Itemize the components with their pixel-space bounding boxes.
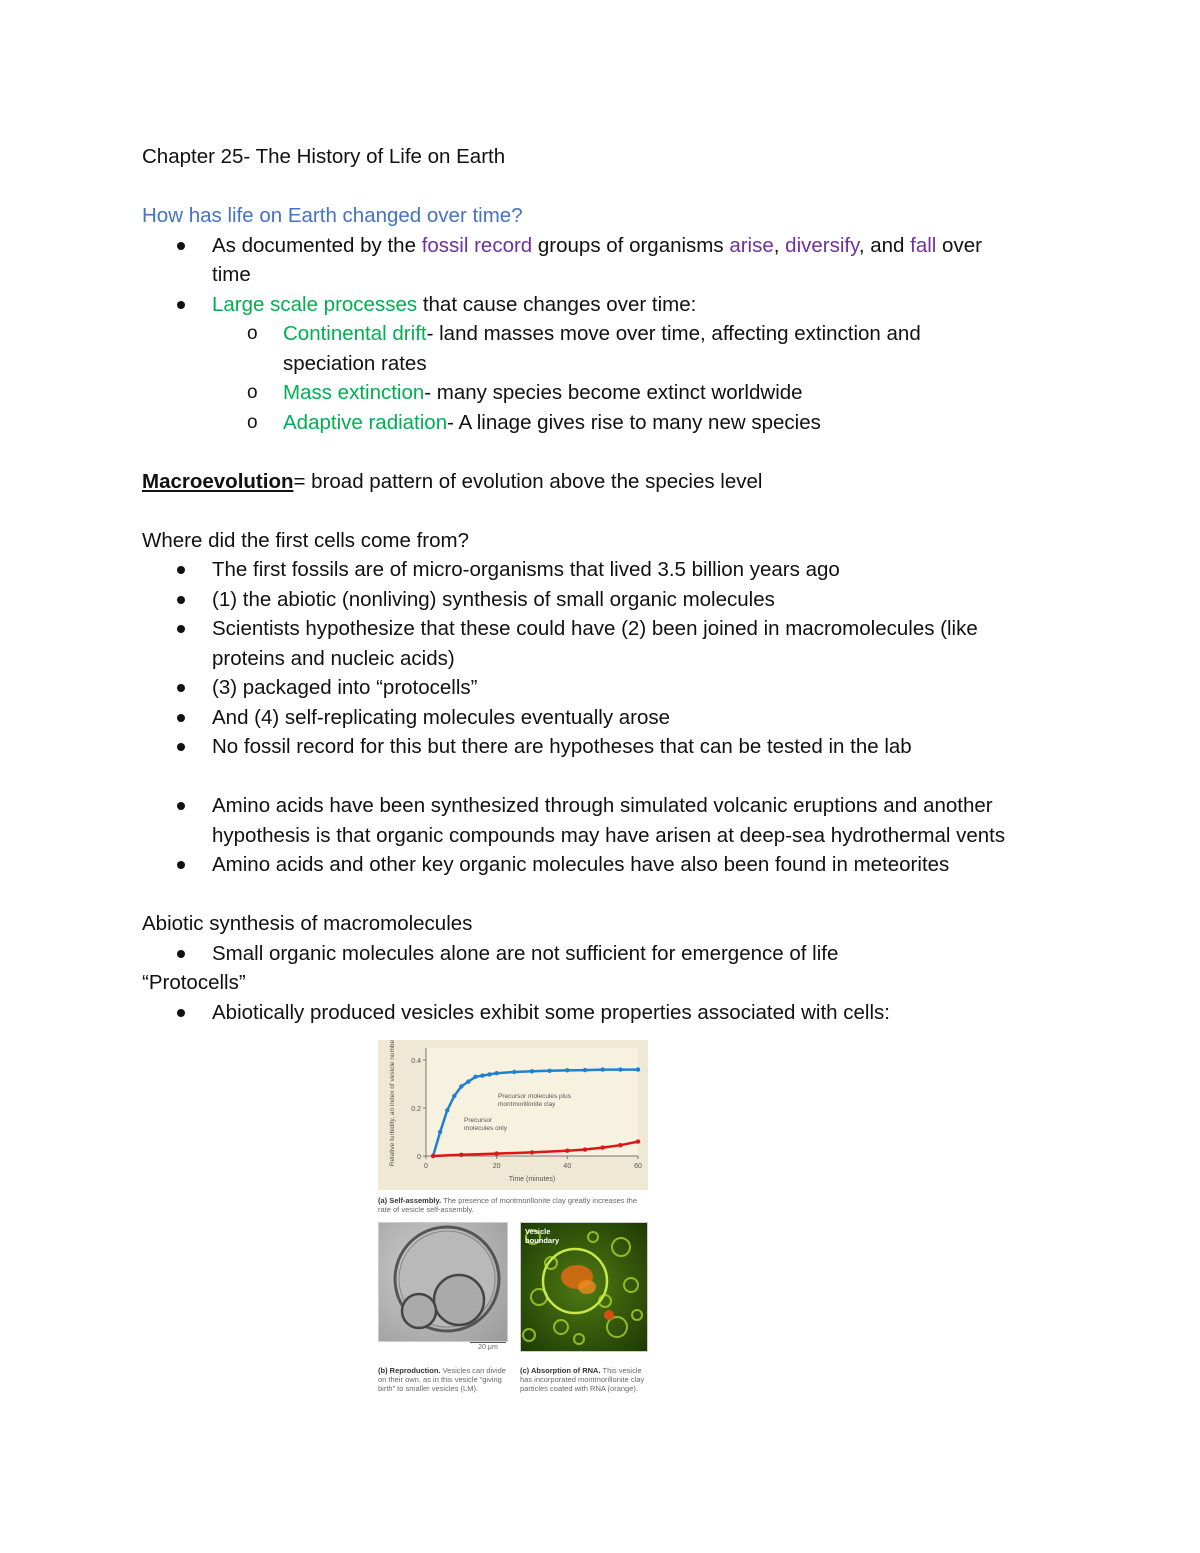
y-tick-label: 0.4 [411,1058,421,1065]
circle-bullet-icon: o [247,411,258,433]
y-axis-label: Relative turbidity, an index of vesicle number [389,1040,396,1167]
list-item: Abiotically produced vesicles exhibit some properties associated with cells: [142,998,1072,1028]
sub-bullet-adaptive-radiation: o Adaptive radiation- A linage gives rise to many new species [142,408,1072,438]
data-point [565,1068,569,1072]
term-fossil-record: fossil record [421,233,533,257]
x-tick-label: 0 [424,1163,428,1170]
bullet-fossil-record: As documented by the fossil record groups of organisms arise, diversify, and fall over [142,231,1072,261]
sub-bullet-mass-extinction: o Mass extinction- many species become extinct worldwide [142,378,1072,408]
term-large-scale: Large scale processes [212,292,418,316]
list-item: Amino acids have been synthesized through simulated volcanic eruptions and another [142,791,1072,821]
list-item: (1) the abiotic (nonliving) synthesis of small organic molecules [142,585,1072,615]
term-macroevolution: Macroevolution [142,469,294,493]
bullet-large-scale: Large scale processes that cause changes over time: [142,290,1072,320]
data-point [494,1071,498,1075]
data-point [636,1067,640,1071]
bullet-icon [177,714,185,722]
y-tick-label: 0 [417,1154,421,1161]
caption-self-assembly: (a) Self-assembly. The presence of montmorillonite clay greatly increases the rate of vesicle self-assembly. [378,1196,638,1214]
list-item: And (4) self-replicating molecules eventually arose [142,703,1072,733]
vesicle-boundary-label: Vesicle boundary [525,1227,560,1245]
list-item: The first fossils are of micro-organisms that lived 3.5 billion years ago [142,555,1072,585]
vesicle-self-assembly-chart [378,1040,648,1190]
data-point [583,1068,587,1072]
vesicle-chart-panel [378,1040,648,1190]
rna-absorption-micrograph [520,1222,648,1352]
macroevolution-definition: Macroevolution= broad pattern of evolution above the species level [142,469,763,493]
sub-bullet-continental-drift: o Continental drift- land masses move over time, affecting extinction and [142,319,1072,349]
list-item: (3) packaged into “protocells” [142,673,1072,703]
circle-bullet-icon: o [247,323,258,344]
data-point [512,1070,516,1074]
list-item: Amino acids and other key organic molecules have also been found in meteorites [142,850,1072,880]
series-label-only: Precursor molecules only [464,1117,507,1132]
reproduction-micrograph [378,1222,508,1342]
data-point [494,1151,498,1155]
bullet-icon [177,566,185,574]
data-point [618,1143,622,1147]
term-diversify: diversify [785,233,859,257]
circle-bullet-icon: o [247,382,258,403]
bullet-icon [177,743,185,751]
data-point [431,1154,435,1158]
x-axis-label: Time (minutes) [508,1176,556,1183]
caption-reproduction: (b) Reproduction. Vesicles can divide on their own, as in this vesicle “giving birth” to smaller vesicles (LM). [378,1366,506,1393]
data-point [600,1145,604,1149]
data-point [445,1108,449,1112]
data-point [487,1072,491,1076]
list-item: Small organic molecules alone are not sufficient for emergence of life [142,939,1072,969]
data-point [583,1147,587,1151]
data-point [530,1150,534,1154]
data-point [466,1079,470,1083]
list-item-continuation: hypothesis is that organic compounds may have arisen at deep-sea hydrothermal vents [212,823,1006,847]
data-point [530,1069,534,1073]
section-heading-first-cells: Where did the first cells come from? [142,528,469,552]
section-heading-life-change: How has life on Earth changed over time? [142,204,523,227]
bullet-icon [177,301,185,309]
y-tick-label: 0.2 [411,1106,421,1113]
list-item: No fossil record for this but there are hypotheses that can be tested in the lab [142,732,1072,762]
bullet-icon [177,625,185,633]
data-point [459,1153,463,1157]
bullet-icon [177,861,185,869]
term-arise: arise [729,233,774,257]
scale-bar: 20 μm [470,1342,506,1352]
term-mass-extinction: Mass extinction [283,381,425,404]
section-heading-abiotic-synthesis: Abiotic synthesis of macromolecules [142,912,473,935]
bullet-icon [177,242,185,250]
x-tick-label: 60 [634,1163,642,1170]
data-point [600,1067,604,1071]
vesicle-micrograph-image [379,1223,507,1341]
data-point [547,1069,551,1073]
data-point [618,1067,622,1071]
data-point [452,1094,456,1098]
bullet-continuation: time [212,263,251,286]
bullet-icon [177,950,185,958]
caption-rna-absorption: (c) Absorption of RNA. This vesicle has incorporated montmorillonite clay particles coated with RNA (orange). [520,1366,645,1393]
term-continental-drift: Continental drift [283,322,427,345]
data-point [438,1130,442,1134]
bullet-icon [177,684,185,692]
bullet-icon [177,1009,185,1017]
data-point [636,1139,640,1143]
data-point [473,1075,477,1079]
sub-bullet-continuation: speciation rates [283,351,427,375]
x-tick-label: 20 [492,1163,501,1170]
series-label-clay: Precursor molecules plus montmorillonite clay [498,1093,571,1108]
term-fall: fall [910,233,937,257]
bullet-icon [177,802,185,810]
page-title: Chapter 25- The History of Life on Earth [142,145,506,168]
data-point [565,1149,569,1153]
data-point [480,1073,484,1077]
list-item-continuation: proteins and nucleic acids) [212,646,455,670]
section-heading-protocells: “Protocells” [142,971,246,994]
term-adaptive-radiation: Adaptive radiation [283,410,448,434]
bullet-icon [177,596,185,604]
x-tick-label: 40 [563,1163,572,1170]
list-item: Scientists hypothesize that these could have (2) been joined in macromolecules (like [142,614,1072,644]
document-body [142,142,1072,1027]
protocell-figure [378,1040,648,1410]
data-point [459,1084,463,1088]
